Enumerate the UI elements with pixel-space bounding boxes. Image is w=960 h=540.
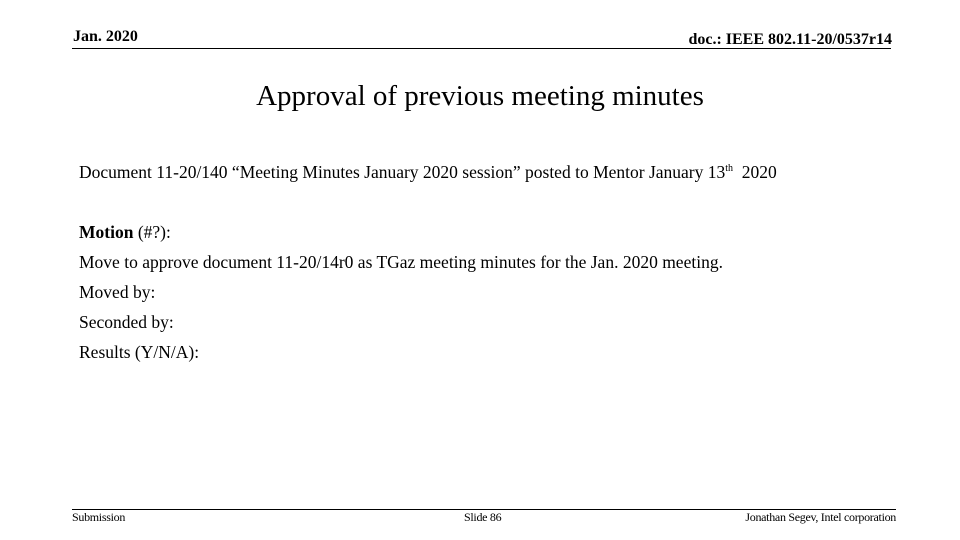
header-document-id: doc.: IEEE 802.11-20/0537r14: [688, 31, 892, 48]
motion-label: Motion: [79, 222, 134, 242]
seconded-by-line: Seconded by:: [79, 312, 174, 332]
motion-number: (#?):: [133, 222, 171, 242]
footer-submission: Submission: [72, 510, 126, 524]
motion-text: Move to approve document 11-20/14r0 as TGaz meeting minutes for the Jan. 2020 meeting.: [79, 252, 723, 272]
moved-by-line: Moved by:: [79, 282, 156, 302]
document-posting-text: Document 11-20/140 “Meeting Minutes January 2020 session” posted to Mentor January 13: [79, 162, 726, 182]
footer-author: Jonathan Segev, Intel corporation: [745, 510, 896, 524]
document-posting-line: [79, 162, 777, 183]
document-posting-year: 2020: [733, 162, 777, 182]
ordinal-suffix: th: [725, 163, 734, 174]
header-divider: [72, 48, 891, 49]
slide-title: Approval of previous meeting minutes: [256, 80, 704, 112]
footer-slide-number: Slide 86: [464, 510, 502, 524]
results-line: Results (Y/N/A):: [79, 342, 200, 362]
header-date: Jan. 2020: [73, 28, 138, 45]
motion-heading: [79, 222, 171, 243]
